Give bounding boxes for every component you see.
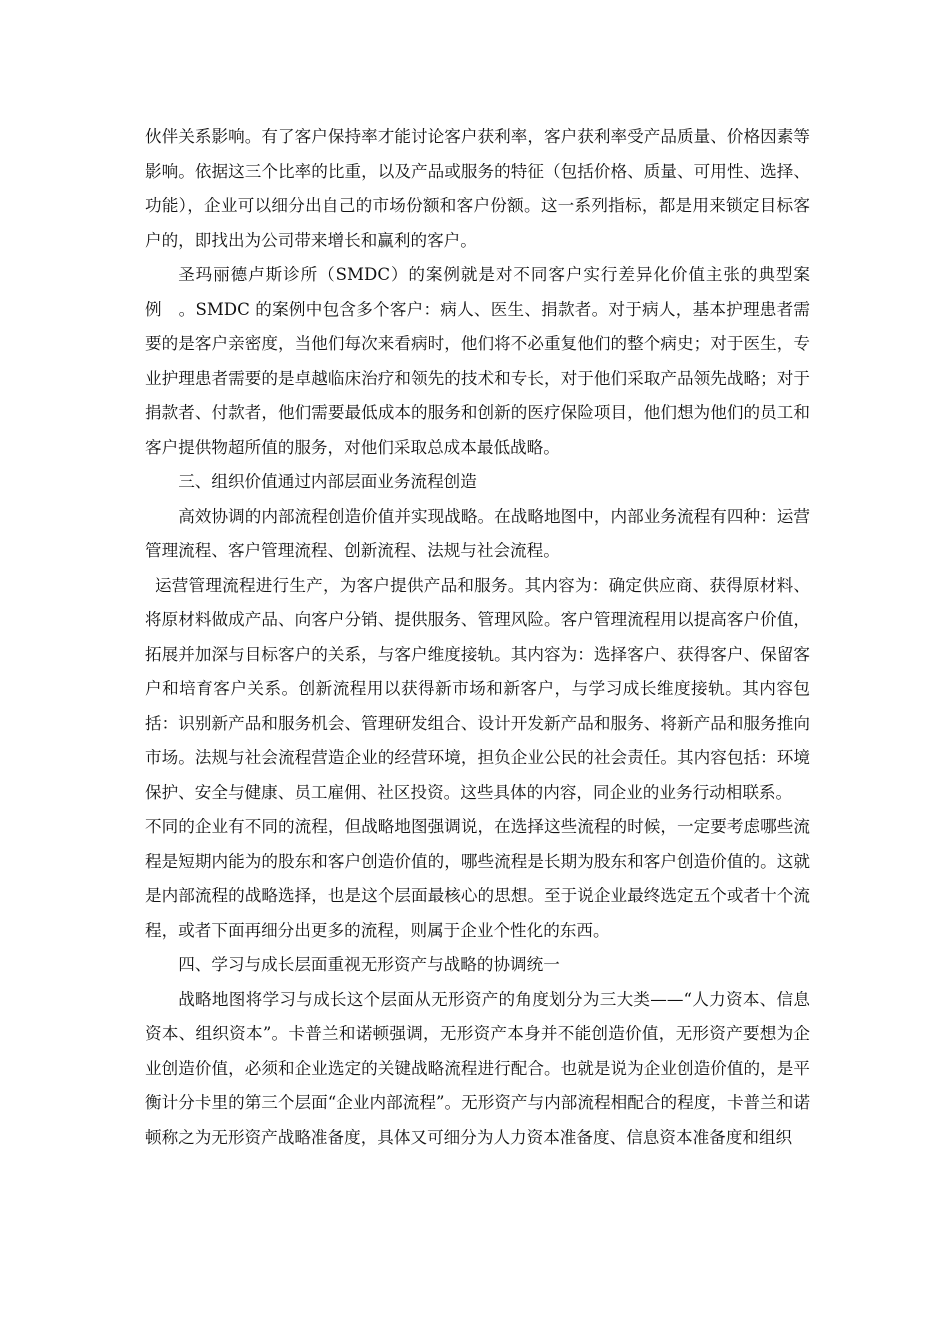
paragraph-process-selection: 不同的企业有不同的流程，但战略地图强调说，在选择这些流程的时候，一定要考虑哪些流程是短期内能为的股东和客户创造价值的，哪些流程是长期为股东和客户创造价值的。这就是内部流程的战略选择，也是这个层面最核心的思想。至于说企业最终选定五个或者十个流程，或者下面再细分出更多的流程，则属于企业个性化的东西。 [145, 817, 810, 940]
document-body [145, 120, 810, 1155]
section-heading-learning-growth: 四、学习与成长层面重视无形资产与战略的协调统一 [178, 955, 560, 974]
paragraph-internal-process-intro: 高效协调的内部流程创造价值并实现战略。在战略地图中，内部业务流程有四种：运营管理流程、客户管理流程、创新流程、法规与社会流程。 [145, 506, 810, 560]
paragraph-intangible-assets: 战略地图将学习与成长这个层面从无形资产的角度划分为三大类——“人力资本、信息资本、组织资本”。卡普兰和诺顿强调，无形资产本身并不能创造价值，无形资产要想为企业创造价值，必须和企业选定的关键战略流程进行配合。也就是说为企业创造价值的，是平衡计分卡里的第三个层面“企业内部流程”。无形资产与内部流程相配合的程度，卡普兰和诺顿称之为无形资产战略准备度，具体又可细分为人力资本准备度、信息资本准备度和组织 [145, 989, 810, 1147]
section-heading-internal-process: 三、组织价值通过内部层面业务流程创造 [178, 472, 477, 491]
paragraph-smdc-case: 圣玛丽德卢斯诊所（SMDC）的案例就是对不同客户实行差异化价值主张的典型案例 。SMDC 的案例中包含多个客户：病人、医生、捐款者。对于病人，基本护理患者需要的是客户亲密度，当他们每次来看病时，他们将不必重复他们的整个病史；对于医生，专业护理患者需要的是卓越临床治疗和领先的技术和专长，对于他们采取产品领先战略；对于捐款者、付款者，他们需要最低成本的服务和创新的医疗保险项目，他们想为他们的员工和客户提供物超所值的服务，对他们采取总成本最低战略。 [145, 265, 810, 457]
paragraph-customer-retention: 伙伴关系影响。有了客户保持率才能讨论客户获利率，客户获利率受产品质量、价格因素等影响。依据这三个比率的比重，以及产品或服务的特征（包括价格、质量、可用性、选择、功能），企业可以细分出自己的市场份额和客户份额。这一系列指标，都是用来锁定目标客户的，即找出为公司带来增长和赢利的客户。 [145, 127, 810, 250]
paragraph-process-details: 运营管理流程进行生产，为客户提供产品和服务。其内容为：确定供应商、获得原材料、将原材料做成产品、向客户分销、提供服务、管理风险。客户管理流程用以提高客户价值，拓展并加深与目标客户的关系，与客户维度接轨。其内容为：选择客户、获得客户、保留客户和培育客户关系。创新流程用以获得新市场和新客户，与学习成长维度接轨。其内容包括：识别新产品和服务机会、管理研发组合、设计开发新产品和服务、将新产品和服务推向市场。法规与社会流程营造企业的经营环境，担负企业公民的社会责任。其内容包括：环境保护、安全与健康、员工雇佣、社区投资。这些具体的内容，同企业的业务行动相联系。 [145, 575, 810, 802]
